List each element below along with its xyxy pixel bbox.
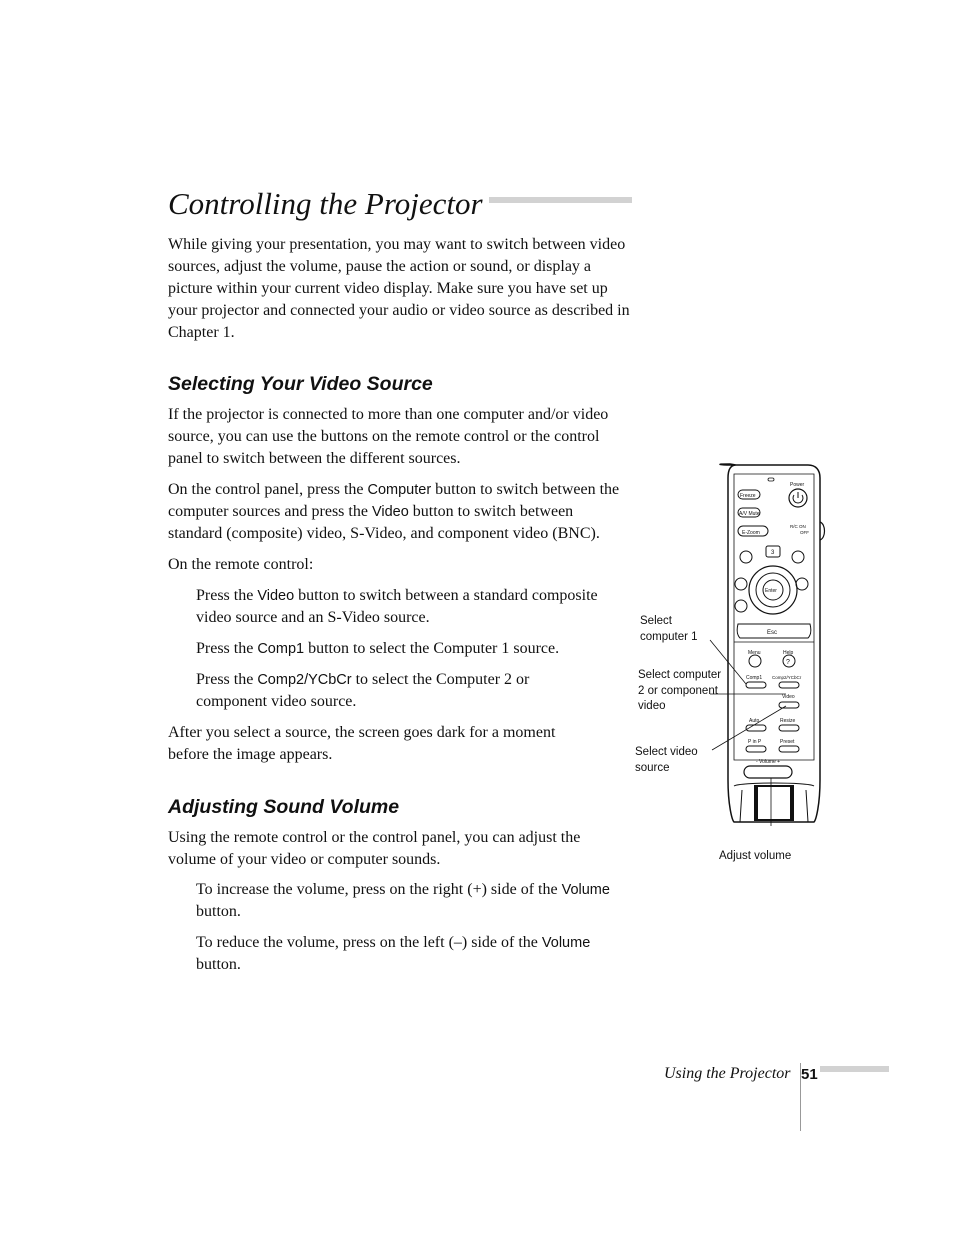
instruction-volume-up — [196, 879, 636, 923]
text-run: button. — [196, 903, 241, 920]
label-resize: Resize — [780, 718, 796, 724]
text-run: Press the — [196, 640, 258, 657]
text-run: to select the Computer 2 or component video source. — [196, 671, 530, 710]
label-av-mute: A/V Mute — [739, 511, 760, 517]
button-name-comp1: Comp1 — [257, 641, 305, 657]
label-menu: Menu — [748, 650, 761, 656]
footer-section-name: Using the Projector — [664, 1065, 791, 1082]
label-rc-on: R/C ON — [790, 524, 806, 529]
label-pinp: P in P — [748, 739, 762, 745]
label-ezoom: E-Zoom — [742, 530, 760, 536]
button-name-volume: Volume — [561, 882, 610, 898]
remote-control-illustration — [630, 460, 830, 826]
instruction-video — [196, 585, 628, 629]
control-panel-paragraph — [168, 479, 630, 545]
label-enter: Enter — [765, 588, 777, 594]
page-number: 51 — [801, 1066, 818, 1083]
button-name-volume: Volume — [541, 935, 591, 951]
label-comp1: Comp1 — [746, 675, 763, 681]
text-run: Press the — [196, 587, 258, 604]
instruction-comp2 — [196, 669, 576, 713]
callout-adjust-volume: Adjust volume — [719, 850, 792, 862]
label-preset: Preset — [780, 739, 795, 745]
sound-volume-paragraph: Using the remote control or the control panel, you can adjust the volume of your video or computer sounds. — [168, 829, 581, 868]
text-run: Press the — [196, 671, 258, 688]
callout-select-computer-1: Select computer 1 — [640, 615, 698, 643]
button-name-video: Video — [257, 588, 295, 604]
callout-select-computer-2: Select computer 2 or component video — [638, 669, 722, 712]
text-run: button to switch between a standard composite video source and an S-Video source. — [196, 587, 598, 626]
label-three: 3 — [771, 550, 775, 556]
intro-paragraph: While giving your presentation, you may want to switch between video sources, adjust the volume, pause the action or sound, or display a picture within your current video display. Make sure you have set up your projector and connected your audio or video source as described in Chapter 1. — [168, 236, 630, 341]
section-heading-video-source: Selecting Your Video Source — [168, 373, 433, 395]
video-source-paragraph: If the projector is connected to more than one computer and/or video source, you can use the buttons on the remote control or the control panel to switch between the different sources. — [168, 406, 609, 467]
help-question-icon: ? — [786, 659, 790, 666]
button-name-video: Video — [371, 504, 409, 520]
instruction-volume-down — [196, 932, 636, 976]
button-name-comp2: Comp2/YCbCr — [257, 672, 352, 688]
text-run: To reduce the volume, press on the left (–) side of the — [196, 934, 542, 951]
label-rc-off: OFF — [800, 530, 809, 535]
label-power: Power — [790, 482, 805, 488]
text-run: button to switch between the computer sources and press the — [168, 481, 620, 520]
text-run: button to select the Computer 1 source. — [304, 640, 560, 657]
label-auto: Auto — [749, 718, 760, 724]
footer-rule — [820, 1066, 889, 1072]
label-comp2: Comp2/YCbCr — [772, 675, 802, 680]
label-video: Video — [782, 694, 795, 700]
label-freeze: Freeze — [740, 493, 756, 499]
button-name-computer: Computer — [367, 482, 432, 498]
text-run: To increase the volume, press on the right (+) side of the — [196, 881, 562, 898]
text-run: button. — [196, 956, 241, 973]
instruction-comp1 — [196, 638, 628, 660]
section-heading-sound-volume: Adjusting Sound Volume — [168, 796, 400, 818]
text-run: button to switch between standard (composite) video, S-Video, and component video (BNC). — [168, 503, 600, 542]
label-volume: - Volume + — [756, 759, 781, 765]
label-esc: Esc — [767, 630, 778, 636]
label-help: Help — [783, 650, 794, 656]
page-title: Controlling the Projector — [168, 186, 489, 222]
remote-control-label: On the remote control: — [168, 556, 314, 573]
source-switch-note: After you select a source, the screen goes dark for a moment before the image appears. — [168, 724, 556, 763]
text-run: On the control panel, press the — [168, 481, 368, 498]
callout-select-video-source: Select video source — [635, 746, 698, 774]
